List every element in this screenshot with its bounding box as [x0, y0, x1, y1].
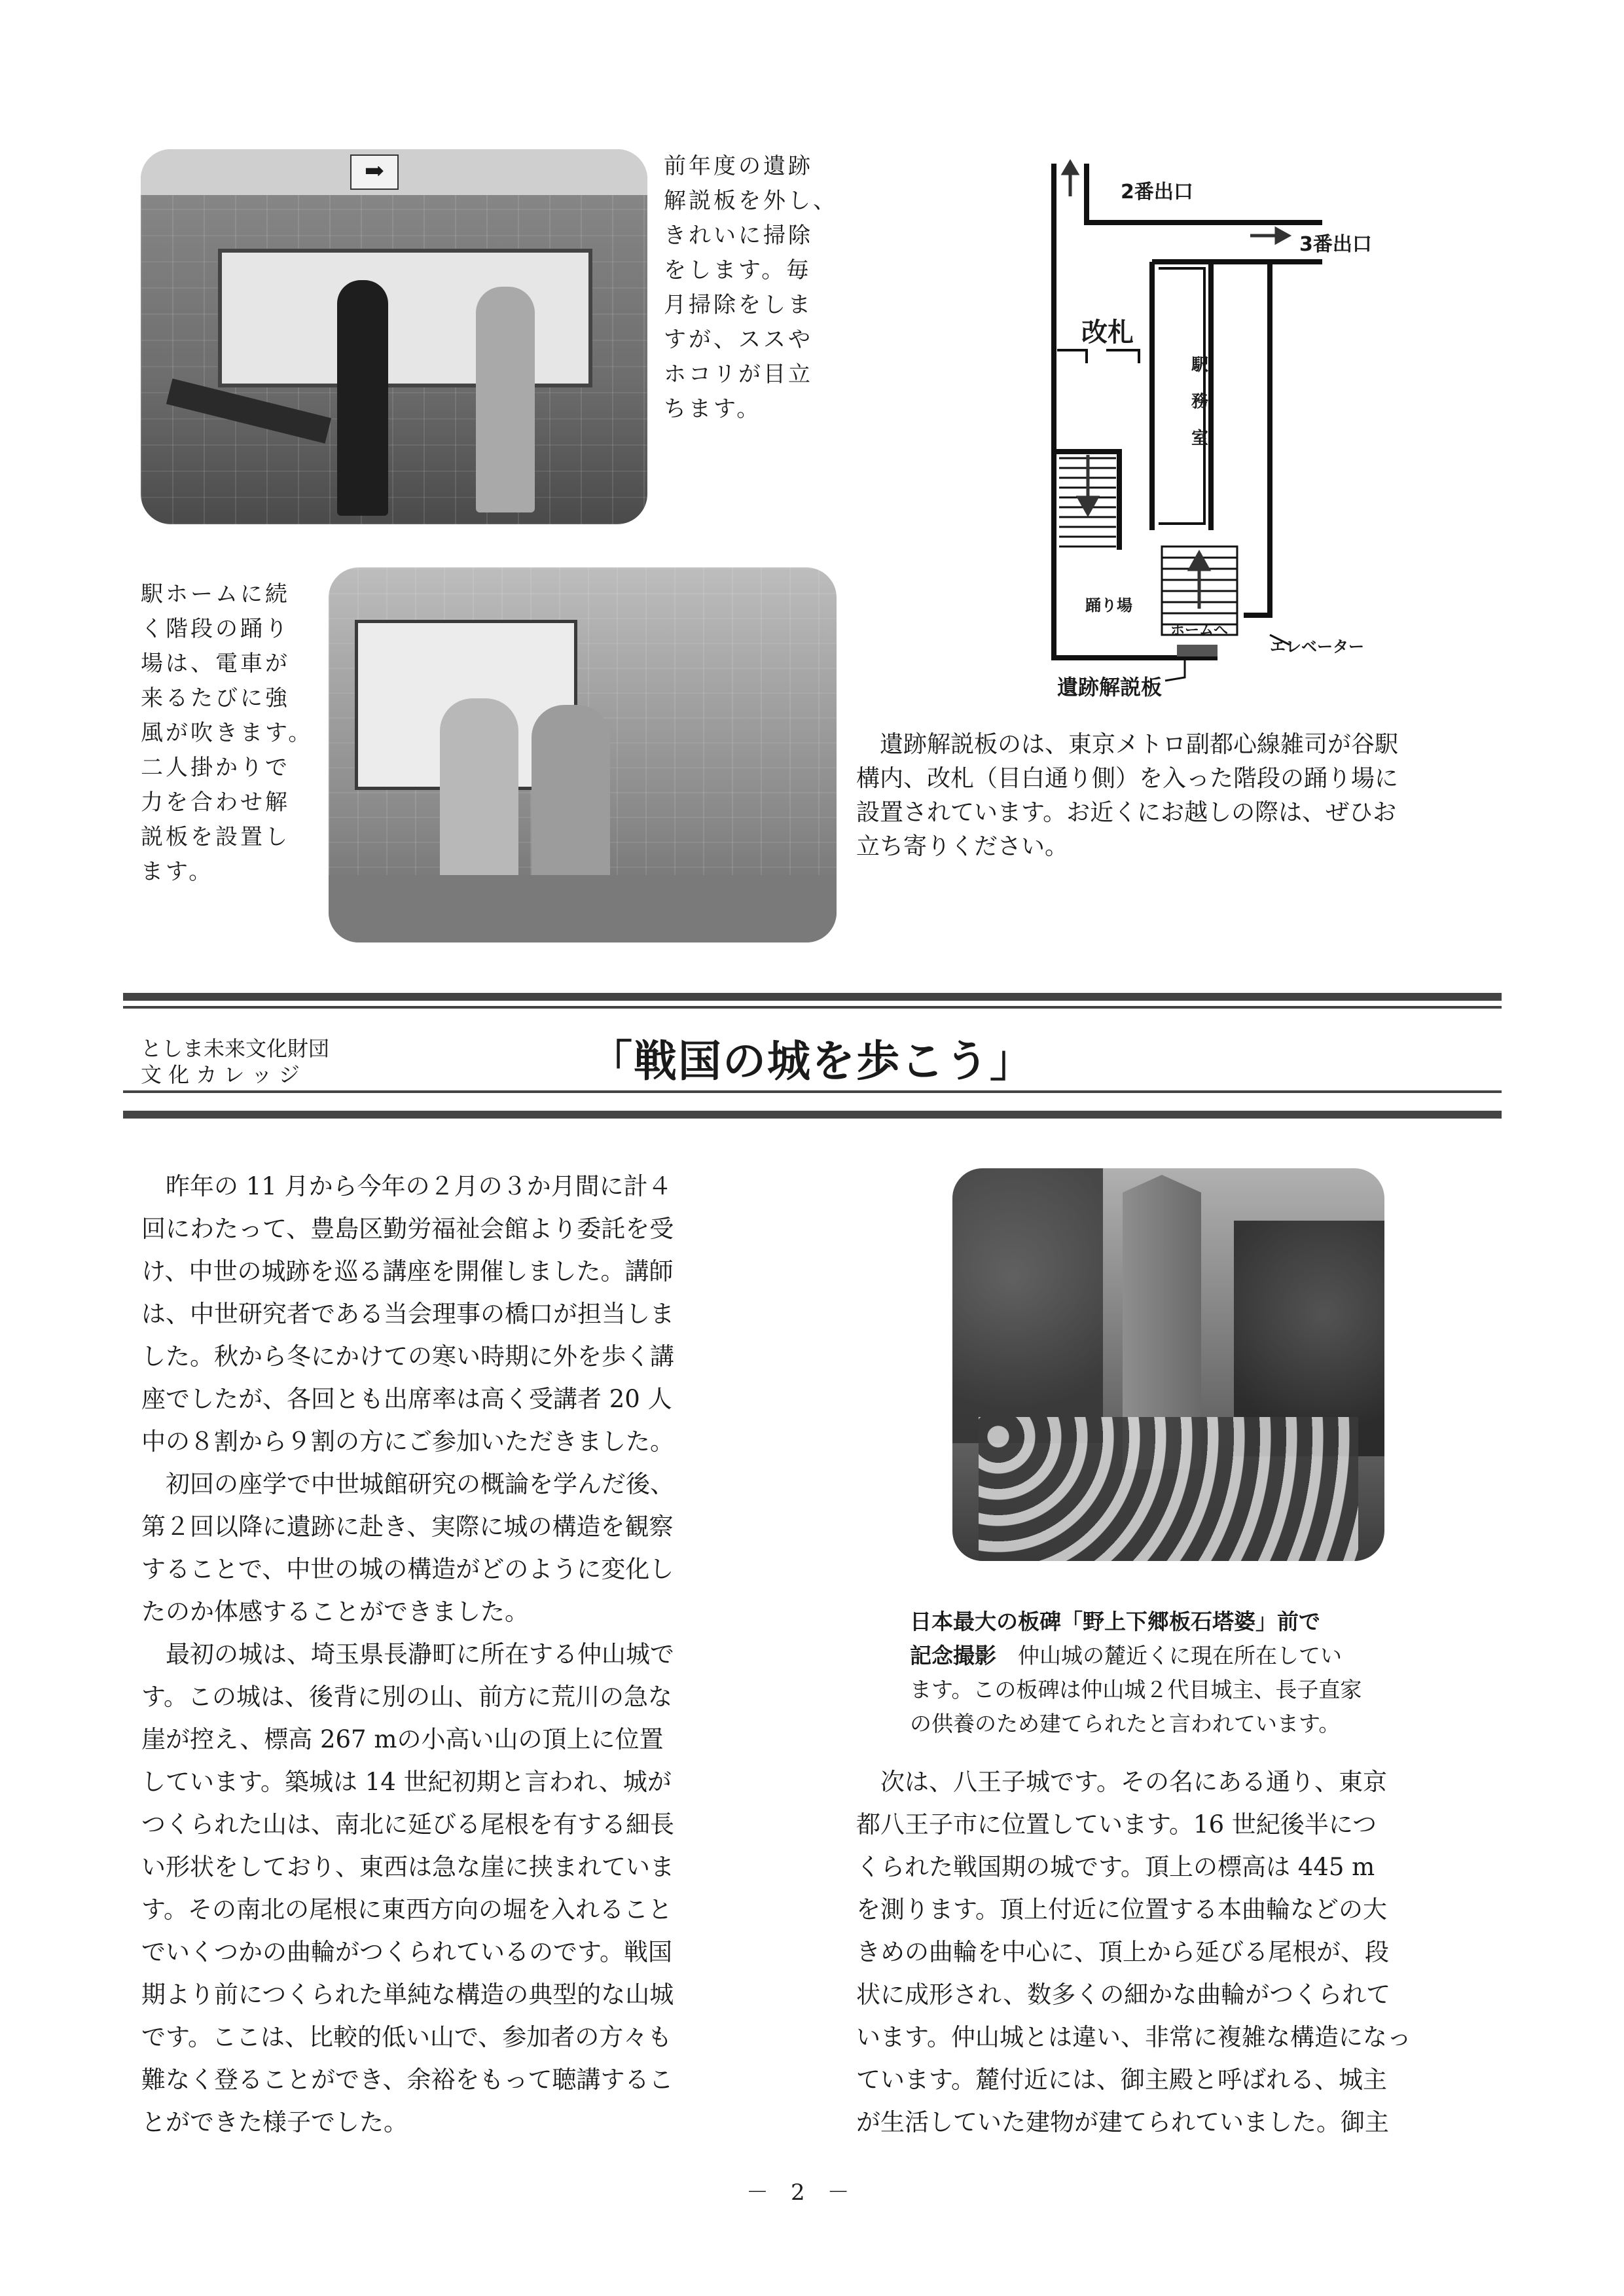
photo3-caption-bold: 記念撮影 [910, 1643, 996, 1668]
map-label-exit2: 2番出口 [1121, 181, 1193, 204]
photo3-caption-rest: 仲山城の麓近くに現在所在してい [996, 1643, 1342, 1668]
map-label-exit3: 3番出口 [1299, 233, 1372, 256]
page-number: － 2 － [746, 2179, 850, 2206]
map-arrows [1064, 162, 1288, 609]
org-name-line1: としま未来文化財団 [141, 1036, 330, 1061]
map-board-leader [1165, 658, 1185, 681]
photo1-person-left [337, 280, 388, 516]
header-rule-bottom-thin [123, 1090, 1502, 1093]
map-label-elevator: エレベーター [1270, 637, 1364, 656]
map-label-station-office: 駅 務 室 [1191, 355, 1209, 448]
photo1-person-right [476, 287, 535, 512]
map-board-marker [1177, 645, 1218, 656]
photo3-caption-line2 [910, 1639, 1499, 1673]
article-left-column: 昨年の 11 月から今年の２月の３か月間に計４ 回にわたって、豊島区勤労福祉会館より委託を受 け、中世の城跡を巡る講座を開催しました。講師 は、中世研究者である当会理事の橋口が担当しま した。秋から冬にかけての寒い時期に外を歩く講 座でしたが、各回とも出席率は高く受講者 20 人 中の８割から９割の方にご参加いただきました。 初回の座学で中世城館研究の概論を学んだ後、 第２回以降に遺跡に赴き、実際に城の構造を観察 することで、中世の城の構造がどのように変化し たのか体感することができました。 最初の城は、埼玉県長瀞町に所在する仲山城で す。この城は、後背に別の山、前方に荒川の急な 崖が控え、標高 267 mの小高い山の頂上に位置 しています。築城は 14 世紀初期と言われ、城が つくられた山は、南北に延びる尾根を有する細長 い形状をしており、東西は急な崖に挟まれていま す。その南北の尾根に東西方向の堀を入れること でいくつかの曲輪がつくられているのです。戦国 期より前につくられた単純な構造の典型的な山城 です。ここは、比較的低い山で、参加者の方々も 難なく登ることができ、余裕をもって聴講するこ とができた様子でした。 [141, 1172, 674, 2136]
photo3-caption-line3: ます。この板碑は仲山城２代目城主、長子直家 の供養のため建てられたと言われています。 [910, 1677, 1362, 1736]
photo2-caption: 駅ホームに続 く階段の踊り 場は、電車が 来るたびに強 風が吹きます。 二人掛かりで 力を合わせ解 説板を設置し ます。 [141, 581, 314, 885]
map-gate-right [1106, 350, 1139, 363]
header-rule-bottom-thick [123, 1111, 1502, 1119]
photo-cleaning-board [141, 149, 647, 524]
photo-group-at-stupa [952, 1168, 1384, 1561]
photo-installing-board [329, 567, 837, 942]
map-label-board: 遺跡解説板 [1057, 675, 1163, 700]
map-gate-left [1057, 350, 1087, 363]
photo3-caption [910, 1605, 1499, 1741]
section-title: 「戦国の城を歩こう」 [589, 1035, 1034, 1086]
map-right-wall [1244, 262, 1270, 615]
map-label-landing: 踊り場 [1085, 596, 1132, 615]
header-rule-top-thick [123, 993, 1502, 1001]
article-right-column: 次は、八王子城です。その名にある通り、東京 都八王子市に位置しています。16 世紀後半につ くられた戦国期の城です。頂上の標高は 445 m を測ります。頂上付近に位置する本曲輪などの大 きめの曲輪を中心に、頂上から延びる尾根が、段 状に成形され、数多くの細かな曲輪がつくられて います。仲山城とは違い、非常に複雑な構造になっ ています。麓付近には、御主殿と呼ばれる、城主 が生活していた建物が建てられていました。御主 [856, 1768, 1412, 2136]
header-rule-top-thin [123, 1006, 1502, 1009]
photo3-caption-line1: 日本最大の板碑「野上下郷板石塔婆」前で [910, 1609, 1320, 1634]
photo2-floor [329, 875, 837, 942]
photo3-group [979, 1417, 1358, 1561]
photo1-escalator-rail [166, 378, 331, 443]
org-name [141, 1035, 329, 1088]
map-label-ticket-gate: 改札 [1081, 317, 1134, 348]
map-label-to-platform: ホームへ [1170, 622, 1229, 639]
photo3-trees-left [952, 1168, 1103, 1443]
photo1-old-board [218, 249, 592, 387]
org-name-line2: 文 化 カ レ ッ ジ [141, 1062, 300, 1087]
photo1-caption: 前年度の遺跡 解説板を外し、 きれいに掃除 をします。毎 月掃除をしま すが、ススや ホコリが目立 ちます。 [664, 153, 838, 422]
photo1-sign: ➡ [350, 154, 399, 190]
map-caption: 遺跡解説板のは、東京メトロ副都心線雑司が谷駅 構内、改札（目白通り側）を入った階段の踊り場に 設置されています。お近くにお越しの際は、ぜひお 立ち寄りください。 [856, 731, 1399, 860]
